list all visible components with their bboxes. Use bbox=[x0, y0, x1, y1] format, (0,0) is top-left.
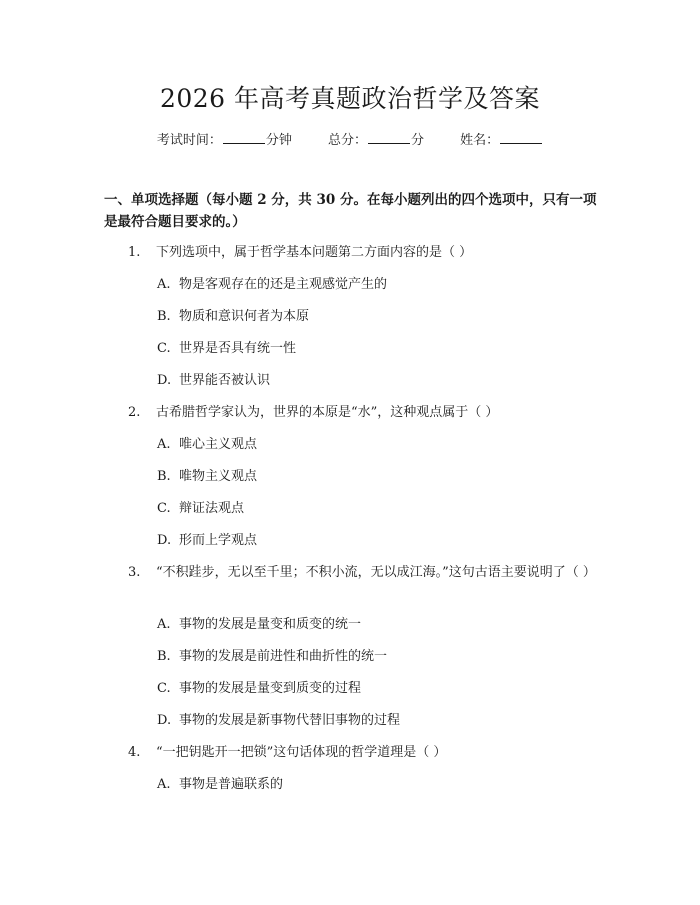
question-number: 4. bbox=[128, 745, 141, 760]
page-title: 2026 年高考真题政治哲学及答案 bbox=[159, 84, 541, 113]
question-number: 2. bbox=[128, 405, 141, 420]
question-4 bbox=[104, 742, 604, 764]
option-text: 唯物主义观点 bbox=[179, 469, 258, 484]
exam-meta-line bbox=[0, 131, 700, 151]
option-letter: A. bbox=[157, 277, 171, 292]
option-text: 唯心主义观点 bbox=[179, 437, 258, 452]
option-1b[interactable] bbox=[157, 306, 597, 328]
time-label: 考试时间： bbox=[156, 133, 222, 148]
option-text: 辩证法观点 bbox=[179, 501, 245, 516]
question-number: 3. bbox=[128, 565, 141, 580]
option-letter: C. bbox=[157, 681, 171, 696]
option-2a[interactable] bbox=[157, 434, 597, 456]
question-3 bbox=[104, 562, 604, 584]
option-3b[interactable] bbox=[157, 646, 597, 668]
score-blank[interactable] bbox=[368, 131, 410, 144]
option-letter: C. bbox=[157, 501, 171, 516]
time-blank[interactable] bbox=[223, 131, 265, 144]
question-2 bbox=[104, 402, 604, 424]
option-text: 世界能否被认识 bbox=[179, 373, 271, 388]
option-text: 事物是普遍联系的 bbox=[179, 777, 284, 792]
option-letter: A. bbox=[157, 437, 171, 452]
option-1c[interactable] bbox=[157, 338, 597, 360]
option-text: 世界是否具有统一性 bbox=[179, 341, 297, 356]
score-unit: 分 bbox=[411, 133, 425, 148]
option-letter: B. bbox=[157, 469, 171, 484]
option-letter: A. bbox=[157, 777, 171, 792]
option-text: 事物的发展是新事物代替旧事物的过程 bbox=[179, 713, 401, 728]
option-4a[interactable] bbox=[157, 774, 597, 796]
option-1a[interactable] bbox=[157, 274, 597, 296]
option-letter: C. bbox=[157, 341, 171, 356]
name-field bbox=[460, 131, 543, 151]
option-3c[interactable] bbox=[157, 678, 597, 700]
question-text: 古希腊哲学家认为，世界的本原是“水”，这种观点属于（ ） bbox=[156, 405, 499, 420]
option-2c[interactable] bbox=[157, 498, 597, 520]
option-text: 形而上学观点 bbox=[179, 533, 258, 548]
name-blank[interactable] bbox=[500, 131, 542, 144]
option-letter: D. bbox=[157, 713, 172, 728]
option-2d[interactable] bbox=[157, 530, 597, 552]
option-1d[interactable] bbox=[157, 370, 597, 392]
option-text: 事物的发展是量变和质变的统一 bbox=[179, 617, 362, 632]
option-2b[interactable] bbox=[157, 466, 597, 488]
option-letter: D. bbox=[157, 373, 172, 388]
score-field bbox=[328, 131, 424, 151]
name-label: 姓名： bbox=[460, 133, 500, 148]
option-text: 事物的发展是量变到质变的过程 bbox=[179, 681, 362, 696]
option-letter: B. bbox=[157, 649, 171, 664]
section-heading: 一、单项选择题（每小题 2 分，共 30 分。在每小题列出的四个选项中，只有一项是最符合题目要求的。） bbox=[104, 192, 597, 230]
question-text: “一把钥匙开一把锁”这句话体现的哲学道理是（ ） bbox=[156, 745, 447, 760]
option-3d[interactable] bbox=[157, 710, 597, 732]
option-text: 物质和意识何者为本原 bbox=[179, 309, 310, 324]
option-3a[interactable] bbox=[157, 614, 597, 636]
question-1 bbox=[104, 242, 604, 264]
question-text: “不积跬步，无以至千里；不积小流，无以成江海。”这句古语主要说明了（ ） bbox=[156, 565, 596, 580]
option-text: 事物的发展是前进性和曲折性的统一 bbox=[179, 649, 388, 664]
score-label: 总分： bbox=[327, 133, 367, 148]
option-letter: D. bbox=[157, 533, 172, 548]
option-letter: A. bbox=[157, 617, 171, 632]
time-field bbox=[157, 131, 292, 151]
question-text: 下列选项中，属于哲学基本问题第二方面内容的是（ ） bbox=[156, 245, 473, 260]
time-unit: 分钟 bbox=[265, 133, 292, 148]
option-letter: B. bbox=[157, 309, 171, 324]
question-number: 1. bbox=[128, 245, 141, 260]
option-text: 物是客观存在的还是主观感觉产生的 bbox=[179, 277, 388, 292]
